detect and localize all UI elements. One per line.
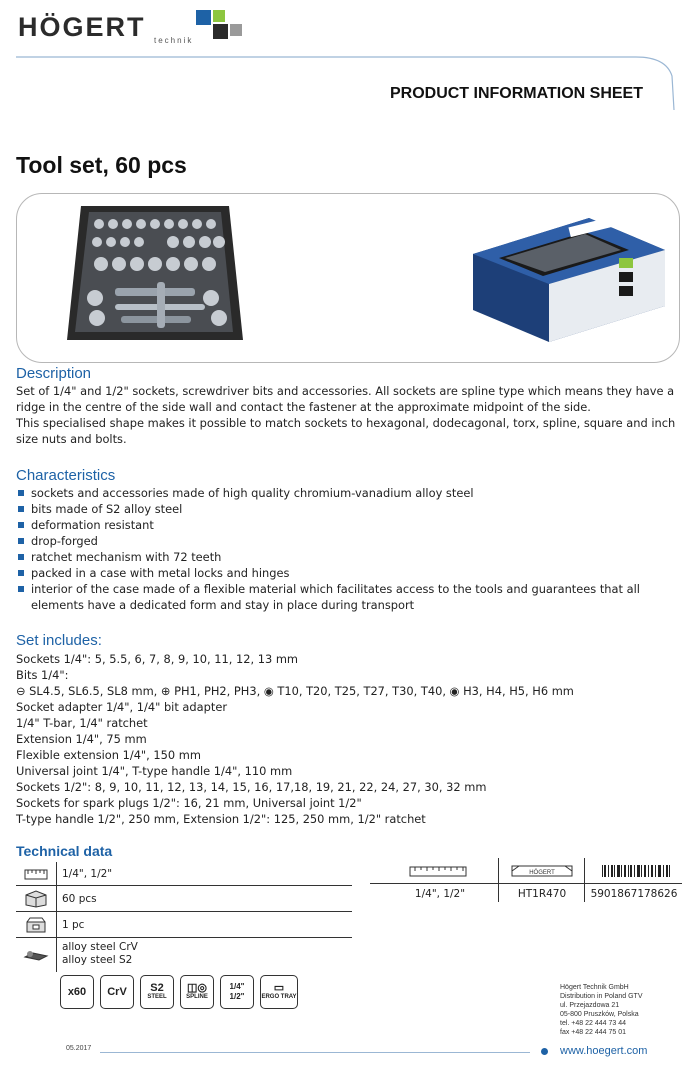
company-line: 05-800 Pruszków, Polska — [560, 1011, 639, 1018]
list-item: ratchet mechanism with 72 teeth — [16, 549, 681, 565]
code-divider — [584, 858, 585, 902]
description-line: This specialised shape makes it possible to match sockets to hexagonal, dodecagonal, torx, spline, square and inch — [16, 416, 676, 430]
characteristics-list — [16, 485, 681, 613]
set-includes-list — [16, 651, 681, 827]
company-line: tel. +48 22 444 73 44 — [560, 1020, 626, 1027]
set-line: Bits 1/4": — [16, 668, 69, 682]
list-item: interior of the case made of a flexible material which facilitates access to the tools and guarantees that all — [16, 581, 681, 597]
company-line: Högert Technik GmbH — [560, 984, 629, 991]
crv-badge: CrV — [100, 975, 134, 1009]
set-line: Sockets 1/4": 5, 5.5, 6, 7, 8, 9, 10, 11, 12, 13 mm — [16, 652, 299, 666]
code-divider — [498, 858, 499, 902]
size-value: 1/4", 1/2" — [62, 868, 113, 880]
description-heading: Description — [16, 365, 92, 382]
set-includes-heading: Set includes: — [16, 632, 102, 649]
spline-badge: ◫◎ SPLINE — [180, 975, 214, 1009]
row-divider — [56, 938, 57, 972]
material-icon — [16, 938, 56, 972]
table-row — [16, 938, 352, 972]
set-line: Socket adapter 1/4", 1/4" bit adapter — [16, 700, 228, 714]
description-text — [16, 383, 681, 447]
s2-steel-badge: S2 STEEL — [140, 975, 174, 1009]
list-item: deformation resistant — [16, 517, 681, 533]
technical-heading: Technical data — [16, 843, 113, 859]
ruler-icon — [408, 858, 468, 884]
description-line: ridge in the centre of the side wall and contact the fastener at the approximate midpoint of the side. — [16, 400, 591, 414]
product-title: Tool set, 60 pcs — [16, 152, 187, 178]
row-divider — [56, 912, 57, 938]
list-item-continuation: elements have a dedicated form and stay in place during transport — [31, 598, 415, 612]
set-line: Sockets 1/2": 8, 9, 10, 11, 12, 13, 14, 15, 16, 17,18, 19, 21, 22, 24, 27, 30, 32 mm — [16, 780, 487, 794]
material-line: alloy steel CrV — [62, 941, 138, 953]
logo-mark-icon — [194, 8, 244, 46]
material-line: alloy steel S2 — [62, 954, 133, 966]
table-row — [16, 862, 352, 886]
code-size: 1/4", 1/2" — [414, 888, 466, 900]
set-line: T-type handle 1/2", 250 mm, Extension 1/2": 125, 250 mm, 1/2" ratchet — [16, 812, 426, 826]
open-case-image — [61, 202, 247, 352]
set-line: 1/4" T-bar, 1/4" ratchet — [16, 716, 148, 730]
company-line: fax +48 22 444 75 01 — [560, 1029, 626, 1036]
package-value: 1 pc — [62, 919, 85, 931]
description-line: Set of 1/4" and 1/2" sockets, screwdriver bits and accessories. All sockets are spline type which means they have a — [16, 384, 675, 398]
row-divider — [56, 862, 57, 886]
code-table — [370, 858, 682, 902]
package-icon — [16, 912, 56, 938]
drive-size-badge: 1/4" 1/2" — [220, 975, 254, 1009]
model-header-icon — [510, 858, 574, 884]
company-info — [560, 983, 642, 1037]
footer-dot-icon — [541, 1048, 548, 1055]
material-value — [62, 941, 138, 967]
row-divider — [56, 886, 57, 912]
quantity-value: 60 pcs — [62, 893, 97, 905]
company-line: Distribution in Poland GTV — [560, 993, 643, 1000]
list-item: drop-forged — [16, 533, 681, 549]
brand-logo — [18, 6, 258, 46]
brand-sub: technik — [154, 36, 194, 45]
ergo-tray-badge: ▭ ERGO TRAY — [260, 975, 298, 1009]
quantity-badge: x60 — [60, 975, 94, 1009]
packaged-case-image — [469, 214, 669, 342]
company-line: ul. Przejazdowa 21 — [560, 1002, 620, 1009]
list-item: bits made of S2 alloy steel — [16, 501, 681, 517]
set-line: Sockets for spark plugs 1/2": 16, 21 mm, Universal joint 1/2" — [16, 796, 362, 810]
set-line: Universal joint 1/4", T-type handle 1/4", 110 mm — [16, 764, 293, 778]
set-line: Extension 1/4", 75 mm — [16, 732, 147, 746]
table-row — [16, 912, 352, 938]
model-header-text: HÖGERT — [529, 870, 555, 876]
footer-url-link[interactable]: www.hoegert.com — [560, 1045, 648, 1057]
list-item: sockets and accessories made of high quality chromium-vanadium alloy steel — [16, 485, 681, 501]
description-line: size nuts and bolts. — [16, 432, 127, 446]
list-item: packed in a case with metal locks and hinges — [16, 565, 681, 581]
sheet-title: PRODUCT INFORMATION SHEET — [389, 85, 643, 102]
set-line: ⊖ SL4.5, SL6.5, SL8 mm, ⊕ PH1, PH2, PH3, ◉ T10, T20, T25, T27, T30, T40, ◉ H3, H4, H5, H6 mm — [16, 684, 574, 698]
product-image-frame — [16, 193, 680, 363]
code-model: HT1R470 — [517, 888, 567, 900]
barcode-icon — [598, 858, 674, 884]
footer-line — [100, 1052, 530, 1053]
code-ean: 5901867178626 — [590, 888, 678, 900]
footer-date: 05.2017 — [66, 1045, 92, 1052]
table-row — [16, 886, 352, 912]
box-icon — [16, 886, 56, 912]
set-line: Flexible extension 1/4", 150 mm — [16, 748, 201, 762]
ruler-icon — [16, 862, 56, 886]
feature-badges — [60, 975, 298, 1011]
characteristics-heading: Characteristics — [16, 467, 116, 484]
brand-name: HÖGERT — [18, 12, 146, 42]
